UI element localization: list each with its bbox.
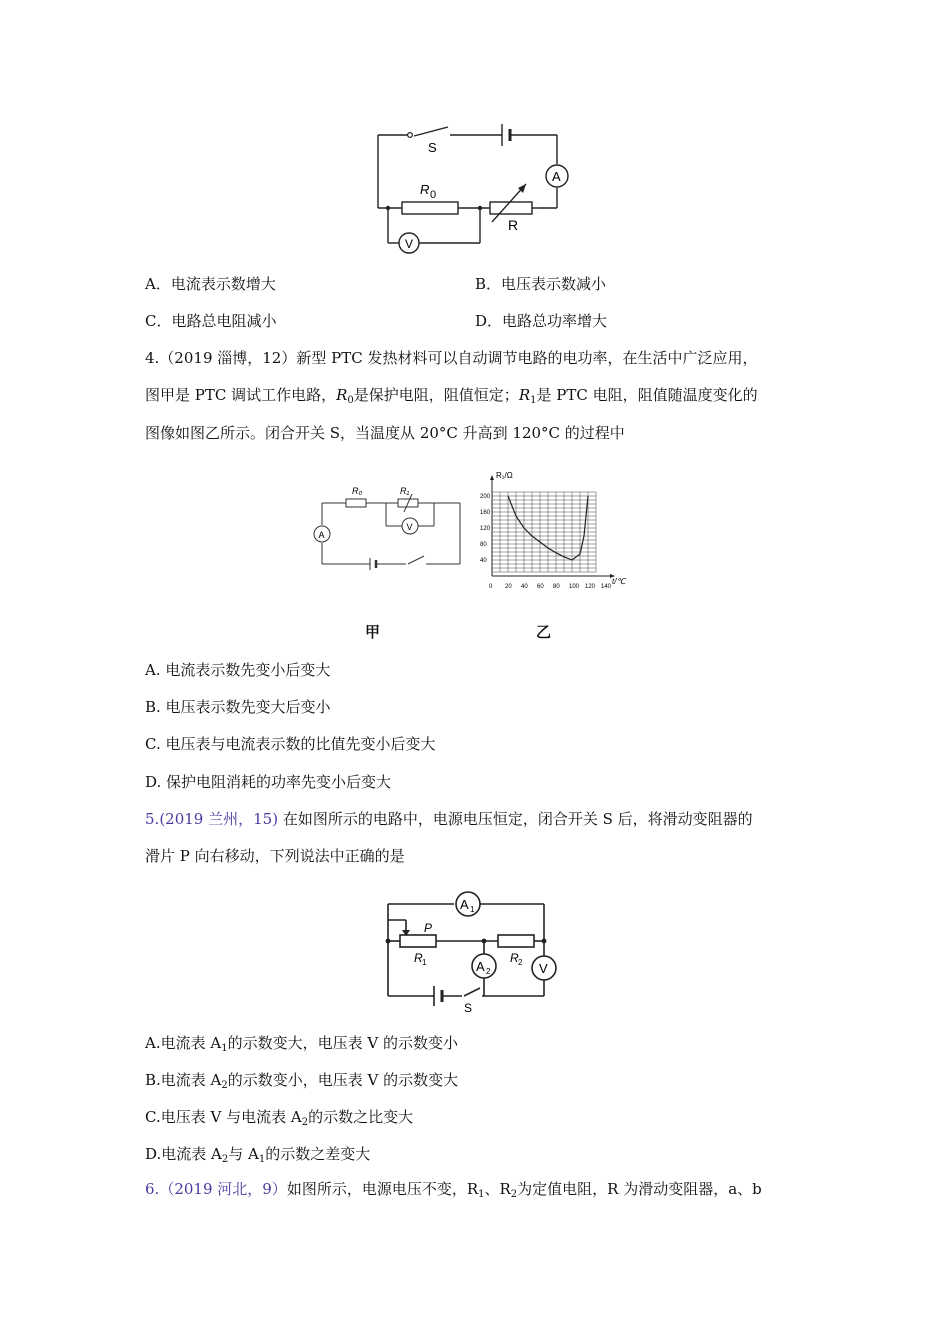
- x-tick-label: 120: [585, 584, 596, 590]
- q3-option-a: A．电流表示数增大: [145, 275, 276, 293]
- r0-sub: 0: [430, 189, 437, 201]
- q5-p-label: P: [424, 921, 433, 935]
- voltmeter-label: V: [405, 237, 414, 251]
- q4-line2-c: 是 PTC 电阻，阻值随温度变化的: [536, 386, 758, 404]
- x-tick-label: 140: [601, 584, 612, 590]
- q5-optd-2: 与 A: [228, 1145, 259, 1163]
- y-tick-label: 80: [480, 542, 487, 548]
- q5-optd-sub2: 1: [258, 1154, 266, 1165]
- q6-source: （2019 河北，9）: [159, 1180, 287, 1198]
- q3-option-row-2: [145, 311, 608, 331]
- q3-option-c: C．电路总电阻减小: [145, 312, 277, 330]
- y-axis-arrow: [490, 475, 494, 480]
- q5-optd-sub: 2: [221, 1154, 229, 1165]
- switch-label: S: [428, 140, 437, 155]
- q5-a2-label: A: [476, 959, 485, 974]
- x-tick-label: 80: [553, 584, 560, 590]
- q5-r2-label: R: [510, 951, 519, 965]
- q5-circuit-figure: [384, 884, 564, 1014]
- q4-option-c: C. 电压表与电流表示数的比值先变小后变大: [145, 735, 436, 753]
- q5-r1-sub: 1: [422, 958, 427, 967]
- q4-line2-b: 是保护电阻，阻值恒定；: [353, 386, 519, 404]
- q5-optc-sub: 2: [301, 1117, 309, 1128]
- q5-line-1: [145, 809, 753, 829]
- q4-caption-yi: 乙: [536, 623, 552, 641]
- q4-line2-a: 图甲是 PTC 调试工作电路，: [145, 386, 337, 404]
- q4-ammeter-label: A: [318, 530, 325, 540]
- y-tick-label: 120: [480, 526, 491, 532]
- q4-circuit-r0: R₀: [352, 486, 363, 496]
- q4-r1-temperature-chart: [470, 464, 630, 604]
- q4-caption-jia: 甲: [365, 623, 381, 641]
- q4-option-d: D. 保护电阻消耗的功率先变小后变大: [145, 773, 392, 791]
- q5-option-c: [145, 1107, 413, 1127]
- x-tick-label: 40: [521, 584, 528, 590]
- q5-r2-sub: 2: [518, 958, 523, 967]
- q5-line1-text: 在如图所示的电路中，电源电压恒定，闭合开关 S 后，将滑动变阻器的: [282, 810, 753, 828]
- q5-optc-2: 的示数之比变大: [308, 1108, 414, 1126]
- x-tick-label: 0: [489, 584, 493, 590]
- q5-optc-1: C.电压表 V 与电流表 A: [145, 1108, 302, 1126]
- q4-line-1: 4.（2019 淄博，12）新型 PTC 发热材料可以自动调节电路的电功率，在生活中广泛应用，: [145, 349, 758, 367]
- q4-option-b: B. 电压表示数先变大后变小: [145, 698, 331, 716]
- r0-label: R: [420, 182, 430, 197]
- q4-circuit-r1: R₁: [400, 486, 410, 496]
- q5-optb-2: 的示数变小，电压表 V 的示数变大: [227, 1071, 459, 1089]
- y-tick-label: 160: [480, 510, 491, 516]
- q5-optd-3: 的示数之差变大: [265, 1145, 371, 1163]
- q5-option-a: [145, 1033, 458, 1053]
- q5-v-label: V: [539, 961, 548, 976]
- q4-circuit-figure: [310, 478, 470, 578]
- q5-a2-sub: 2: [486, 967, 491, 976]
- q4-r0-sub: 0: [347, 395, 354, 406]
- q5-source: (2019 兰州，15): [159, 810, 279, 828]
- q3-option-b: B．电压表示数减小: [475, 275, 607, 293]
- q6-sub1: 1: [478, 1189, 485, 1200]
- q6-number: 6.: [145, 1180, 160, 1198]
- y-tick-label: 200: [480, 494, 491, 500]
- q5-opta-1: A.电流表 A: [145, 1034, 222, 1052]
- x-tick-label: 100: [569, 584, 580, 590]
- rheostat-label: R: [508, 217, 519, 233]
- ammeter-label: A: [552, 169, 561, 184]
- q5-a1-sub: 1: [470, 905, 475, 914]
- x-tick-label: 20: [505, 584, 512, 590]
- q4-r1: R: [518, 386, 531, 404]
- q6-text-1: 如图所示，电源电压不变，R: [286, 1180, 479, 1198]
- q5-opta-2: 的示数变大，电压表 V 的示数变小: [227, 1034, 458, 1052]
- q5-r1-label: R: [414, 951, 423, 965]
- q4-line-3: 图像如图乙所示。闭合开关 S，当温度从 20°C 升高到 120°C 的过程中: [145, 424, 625, 442]
- q5-s-label: S: [464, 1001, 473, 1014]
- q5-option-b: [145, 1070, 458, 1090]
- q4-voltmeter-label: V: [406, 522, 413, 532]
- chart-ylabel: R₁/Ω: [496, 471, 513, 480]
- q4-line-2: [145, 385, 758, 405]
- q5-option-d: [145, 1144, 370, 1164]
- q3-option-row-1: [145, 274, 607, 294]
- q5-optb-1: B.电流表 A: [145, 1071, 222, 1089]
- q5-line-2: 滑片 P 向右移动，下列说法中正确的是: [145, 847, 405, 865]
- q5-number: 5.: [145, 810, 160, 828]
- q5-opta-sub: 1: [221, 1043, 228, 1054]
- q6-text-3: 为定值电阻，R 为滑动变阻器，a、b: [517, 1180, 762, 1198]
- q4-r1-sub: 1: [530, 395, 537, 406]
- x-tick-label: 60: [537, 584, 544, 590]
- q4-option-a: A. 电流表示数先变小后变大: [145, 661, 331, 679]
- q5-a1-label: A: [460, 897, 469, 912]
- q6-sub2: 2: [510, 1189, 518, 1200]
- chart-xlabel: t/℃: [612, 577, 626, 586]
- q3-option-d: D．电路总功率增大: [475, 312, 608, 330]
- y-tick-label: 40: [480, 558, 487, 564]
- q3-circuit-figure: [370, 118, 580, 258]
- q5-optb-sub: 2: [221, 1080, 228, 1091]
- q6-text-2: 、R: [484, 1180, 511, 1198]
- q4-r0: R: [336, 386, 348, 404]
- q5-optd-1: D.电流表 A: [145, 1145, 222, 1163]
- q6-line-1: [145, 1179, 762, 1199]
